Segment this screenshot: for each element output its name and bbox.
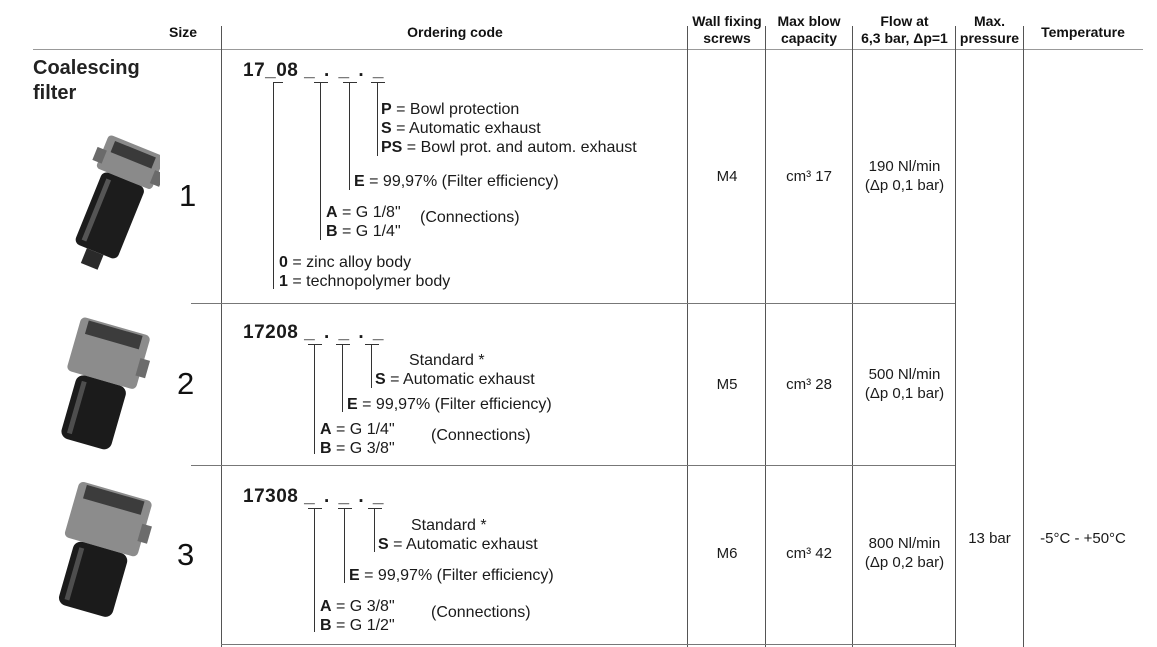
tree-line-options <box>371 344 372 388</box>
tree-line-options <box>377 82 378 156</box>
wall-fixing-row1: M4 <box>716 168 738 185</box>
option-connection-b: B = G 1/2" <box>320 617 395 634</box>
filter-photo-size-1 <box>30 130 160 290</box>
code-prefix: 17208 <box>243 322 299 343</box>
connections-label: (Connections) <box>431 604 531 621</box>
option-filter-efficiency: E = 99,97% (Filter efficiency) <box>349 567 554 584</box>
tree-tick <box>368 508 382 509</box>
flow-delta: (Δp 0,1 bar) <box>864 177 945 194</box>
ordering-code-row3 <box>243 486 386 508</box>
tree-tick <box>273 82 283 83</box>
header-max-pressure <box>956 13 1023 47</box>
flow-value: 190 Nl/min <box>868 158 941 175</box>
filter-photo-size-3 <box>28 477 158 627</box>
option-automatic-exhaust: S = Automatic exhaust <box>381 120 541 137</box>
divider-pressure-temp <box>1023 26 1024 647</box>
tree-line-options <box>374 508 375 552</box>
tree-tick <box>308 508 322 509</box>
product-title <box>33 56 140 106</box>
option-zinc-body: 0 = zinc alloy body <box>279 254 412 271</box>
option-automatic-exhaust: S = Automatic exhaust <box>378 536 538 553</box>
tree-line-efficiency <box>349 82 350 190</box>
option-connection-b: B = G 1/4" <box>326 223 401 240</box>
flow-row2 <box>853 365 956 403</box>
wall-fixing-row3: M6 <box>716 545 738 562</box>
code-prefix: 17_08 <box>243 60 299 81</box>
tree-tick <box>338 508 352 509</box>
product-title-line1: Coalescing <box>33 57 140 79</box>
tree-tick <box>314 82 328 83</box>
max-pressure-value: 13 bar <box>968 530 1011 547</box>
header-wall-fixing <box>688 13 766 47</box>
header-wall-fixing-line2: screws <box>703 30 751 46</box>
row-divider-1 <box>191 303 955 304</box>
connections-label: (Connections) <box>420 209 520 226</box>
product-title-line2: filter <box>33 82 77 104</box>
temperature-value: -5°C - +50°C <box>1040 530 1126 547</box>
code-slots: _ . _ . _ <box>304 486 386 507</box>
option-standard: Standard * <box>411 517 487 534</box>
option-connection-b: B = G 3/8" <box>320 440 395 457</box>
blow-capacity-row2: cm³ 28 <box>786 376 832 393</box>
flow-value: 800 Nl/min <box>868 535 941 552</box>
option-bowl-protection: P = Bowl protection <box>381 101 520 118</box>
tree-line-efficiency <box>344 508 345 583</box>
header-max-pressure-line1: Max. <box>973 13 1006 29</box>
table-bottom-line <box>221 644 955 645</box>
tree-line-connections <box>314 344 315 454</box>
code-prefix: 17308 <box>243 486 299 507</box>
header-temperature: Temperature <box>1041 24 1125 40</box>
header-max-pressure-line2: pressure <box>959 30 1020 46</box>
tree-tick <box>308 344 322 345</box>
flow-row1 <box>853 157 956 195</box>
tree-tick <box>336 344 350 345</box>
tree-tick <box>365 344 379 345</box>
code-slots: _ . _ . _ <box>304 322 386 343</box>
filter-photo-size-2 <box>28 312 158 462</box>
code-slots: _ . _ . _ <box>304 60 386 81</box>
header-max-blow-line1: Max blow <box>777 13 841 29</box>
flow-delta: (Δp 0,2 bar) <box>864 554 945 571</box>
option-automatic-exhaust: S = Automatic exhaust <box>375 371 535 388</box>
size-number-3: 3 <box>177 537 195 572</box>
connections-label: (Connections) <box>431 427 531 444</box>
option-connection-a: A = G 1/8" <box>326 204 401 221</box>
flow-value: 500 Nl/min <box>868 366 941 383</box>
header-flow-line2: 6,3 bar, Δp=1 <box>861 30 948 46</box>
option-connection-a: A = G 3/8" <box>320 598 395 615</box>
option-bowl-and-exhaust: PS = Bowl prot. and autom. exhaust <box>381 139 637 156</box>
tree-line-connections <box>320 82 321 240</box>
wall-fixing-row2: M5 <box>716 376 738 393</box>
header-max-blow-line2: capacity <box>780 30 838 46</box>
flow-delta: (Δp 0,1 bar) <box>864 385 945 402</box>
header-size: Size <box>168 24 197 40</box>
header-flow-line1: Flow at <box>880 13 929 29</box>
tree-line-efficiency <box>342 344 343 412</box>
header-ordering-code: Ordering code <box>407 24 503 40</box>
ordering-code-row2 <box>243 322 386 344</box>
header-wall-fixing-line1: Wall fixing <box>692 13 762 29</box>
divider-size-code <box>221 26 222 647</box>
tree-line-body <box>273 82 274 289</box>
header-flow <box>853 13 956 47</box>
tree-tick <box>343 82 357 83</box>
option-connection-a: A = G 1/4" <box>320 421 395 438</box>
flow-row3 <box>853 534 956 572</box>
blow-capacity-row1: cm³ 17 <box>786 168 832 185</box>
size-number-1: 1 <box>179 178 197 213</box>
tree-line-connections <box>314 508 315 632</box>
option-technopolymer-body: 1 = technopolymer body <box>279 273 451 290</box>
tree-tick <box>371 82 385 83</box>
ordering-code-row1 <box>243 60 386 82</box>
option-filter-efficiency: E = 99,97% (Filter efficiency) <box>347 396 552 413</box>
header-max-blow <box>766 13 852 47</box>
option-filter-efficiency: E = 99,97% (Filter efficiency) <box>354 173 559 190</box>
row-divider-2 <box>191 465 955 466</box>
size-number-2: 2 <box>177 366 195 401</box>
option-standard: Standard * <box>409 352 485 369</box>
blow-capacity-row3: cm³ 42 <box>786 545 832 562</box>
header-underline <box>33 49 1143 50</box>
